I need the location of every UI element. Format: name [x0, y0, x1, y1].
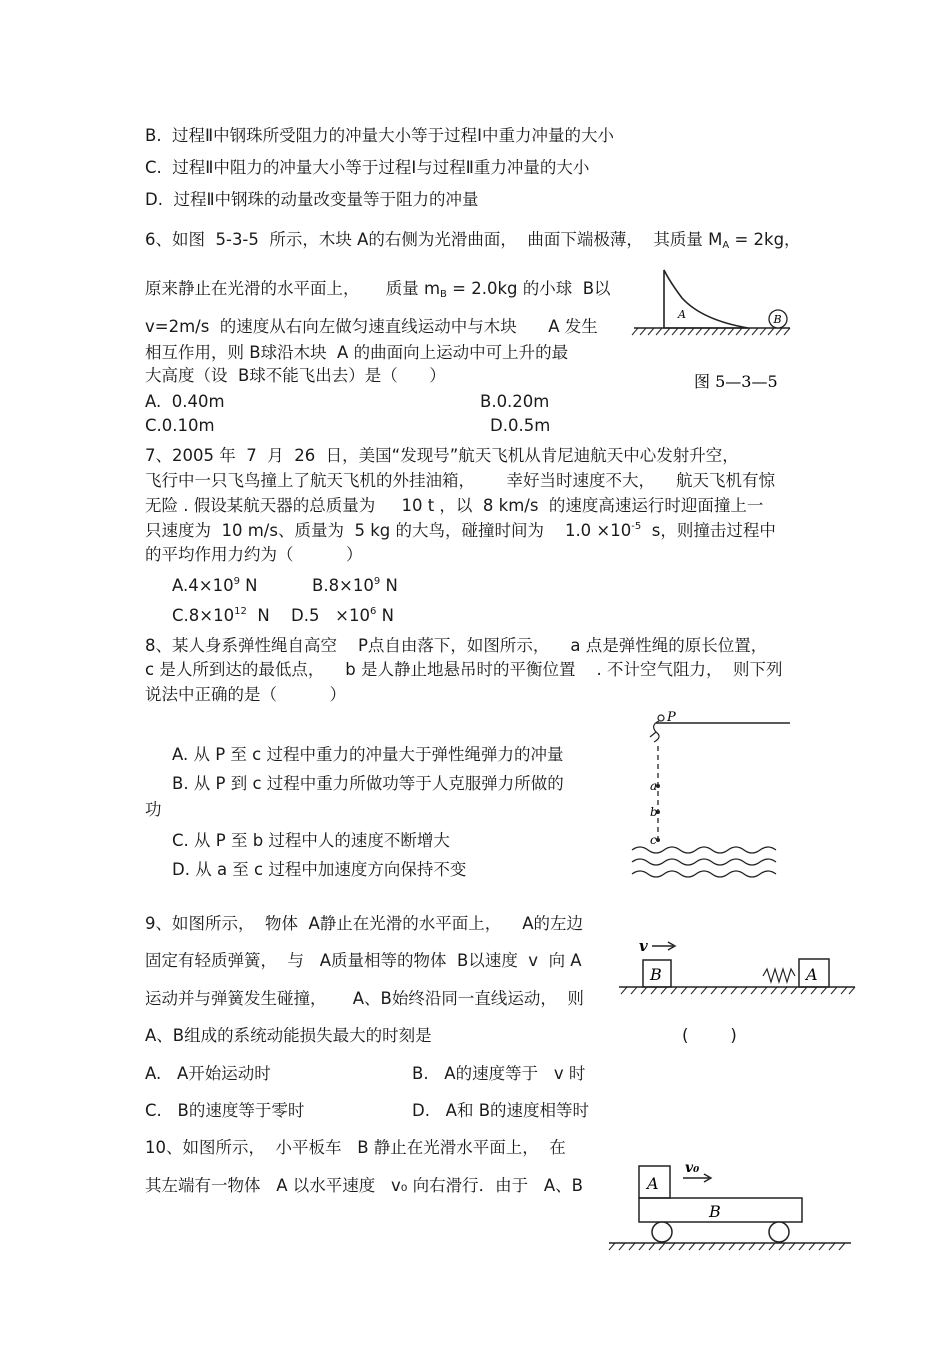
q10-figure-label-v0: v₀	[685, 1160, 700, 1176]
q8-figure-bungee	[628, 706, 798, 886]
q8-option-b-continued: 功	[145, 800, 162, 819]
q9-stem-line4: A、B组成的系统动能损失最大的时刻是	[145, 1026, 432, 1045]
q7-option-b: $B.8\times 10^9$ N	[312, 576, 398, 595]
q8-option-a: A. 从 P 至 c 过程中重力的冲量大于弹性绳弹力的冲量	[172, 745, 564, 764]
q8-option-c: C. 从 P 至 b 过程中人的速度不断增大	[172, 831, 450, 850]
q7-option-a: $A.4\times 10^9$ N	[172, 576, 258, 595]
q6-option-a: A. 0.40m	[145, 392, 225, 411]
q7-option-d: $D.5 \times 10^6$ N	[291, 606, 394, 625]
q7-stem-line3: 无险 . 假设某航天器的总质量为 10 t ，以 8 km/s 的速度高速运行时迎面撞上一	[145, 496, 764, 515]
q7-stem-line4: 只速度为 10 m/s、质量为 5 kg 的大鸟，碰撞时间为 $1.0 \times 10^{-5}$ s，则撞击过程中	[145, 521, 776, 540]
q8-figure-label-c: c	[650, 833, 657, 847]
q9-figure-label-b: B	[650, 965, 662, 984]
q9-stem-line3: 运动并与弹簧发生碰撞， A、B始终沿同一直线运动， 则	[145, 989, 584, 1008]
q8-option-b: B. 从 P 到 c 过程中重力所做功等于人克服弹力所做的	[172, 774, 564, 793]
q9-stem-line1: 9、如图所示， 物体 A静止在光滑的水平面上， A的左边	[145, 914, 584, 933]
q9-option-d: D. A和 B的速度相等时	[412, 1101, 590, 1120]
q7-stem-line5: 的平均作用力约为（ ）	[145, 545, 363, 564]
q10-figure-label-a: A	[647, 1174, 659, 1193]
q5-option-d: D. 过程Ⅱ中钢珠的动量改变量等于阻力的冲量	[145, 190, 479, 209]
q6-option-d: D.0.5m	[490, 416, 551, 435]
q9-option-b: B. A的速度等于 v 时	[412, 1064, 586, 1083]
q6-stem-line2: 原来静止在光滑的水平面上， 质量 $m_B = 2.0kg$ 的小球 B以	[145, 279, 611, 300]
q9-figure-label-a: A	[806, 965, 818, 984]
q9-option-a: A. A开始运动时	[145, 1064, 271, 1083]
q6-stem-line1: 6、如图 5-3-5 所示，木块 A的右侧为光滑曲面， 曲面下端极薄， 其质量 $M_A = 2kg$，	[145, 230, 801, 251]
q6-figure-label-a: A	[678, 308, 686, 321]
q6-stem-line4: 相互作用，则 B球沿木块 A 的曲面向上运动中可上升的最	[145, 343, 569, 362]
q7-stem-line1: 7、2005 年 7 月 26 日，美国“发现号”航天飞机从肯尼迪航天中心发射升空，	[145, 446, 739, 465]
q8-figure-label-b: b	[650, 805, 658, 819]
q10-figure-label-b: B	[709, 1202, 721, 1221]
q8-stem-line1: 8、某人身系弹性绳自高空 P点自由落下，如图所示， a 点是弹性绳的原长位置，	[145, 636, 768, 655]
q9-answer-parentheses: ( )	[682, 1026, 737, 1045]
q10-stem-line1: 10、如图所示， 小平板车 B 静止在光滑水平面上， 在	[145, 1138, 566, 1157]
q8-figure-label-a: a	[650, 779, 658, 793]
q8-figure-label-p: P	[667, 710, 676, 725]
q5-option-c: C. 过程Ⅱ中阻力的冲量大小等于过程Ⅰ与过程Ⅱ重力冲量的大小	[145, 158, 590, 177]
q9-figure-spring-blocks	[615, 935, 860, 1000]
q10-stem-line2: 其左端有一物体 A 以水平速度 v₀ 向右滑行．由于 A、B	[145, 1176, 583, 1195]
q8-option-d: D. 从 a 至 c 过程中加速度方向保持不变	[172, 860, 467, 879]
q8-stem-line2: c 是人所到达的最低点， b 是人静止地悬吊时的平衡位置 . 不计空气阻力， 则下列	[145, 660, 783, 679]
q6-figure-caption: 图 5—3—5	[694, 372, 778, 391]
q7-option-c: $C.8\times 10^{12}$ N	[172, 606, 270, 625]
q7-stem-line2: 飞行中一只飞鸟撞上了航天飞机的外挂油箱， 幸好当时速度不大， 航天飞机有惊	[145, 471, 775, 490]
q6-option-c: C.0.10m	[145, 416, 215, 435]
q6-figure-label-b: B	[773, 313, 782, 326]
q6-figure-curved-block	[630, 262, 800, 392]
q6-stem-line3: v=2m/s 的速度从右向左做匀速直线运动中与木块 A 发生	[145, 317, 598, 336]
q10-figure-cart	[605, 1158, 855, 1253]
q8-stem-line3: 说法中正确的是（ ）	[145, 685, 346, 704]
q9-figure-label-v: v	[639, 937, 648, 955]
q6-stem-line5: 大高度（设 B球不能飞出去）是（ ）	[145, 366, 446, 385]
q9-stem-line2: 固定有轻质弹簧， 与 A质量相等的物体 B以速度 v 向 A	[145, 951, 582, 970]
q6-option-b: B.0.20m	[480, 392, 550, 411]
q9-option-c: C. B的速度等于零时	[145, 1101, 305, 1120]
q5-option-b: B. 过程Ⅱ中钢珠所受阻力的冲量大小等于过程Ⅰ中重力冲量的大小	[145, 126, 615, 145]
